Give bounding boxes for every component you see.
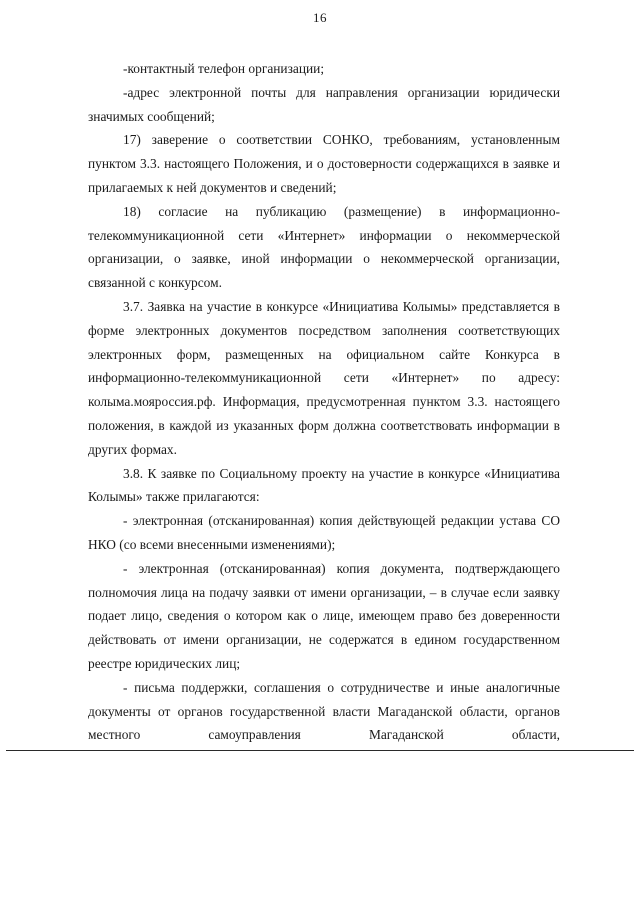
paragraph-email-address: -адрес электронной почты для направления организации юридически значимых сообщений; [88,84,560,124]
document-body [88,57,560,747]
paragraph-contact-phone: -контактный телефон организации; [123,61,325,76]
paragraph-support-letters: - письма поддержки, соглашения о сотрудничестве и иные аналогичные документы от органов государственной власти Магаданской области, органов местного самоуправления Магаданской области, [88,679,560,743]
paragraph-item-18: 18) согласие на публикацию (размещение) в информационно-телекоммуникационной сети «Интернет» информации о некоммерческой организации, о заявке, иной информации о некоммерческой организации, связанной с конкурсом. [88,203,560,291]
page-number: 16 [313,10,327,25]
paragraph-authority-copy: - электронная (отсканированная) копия документа, подтверждающего полномочия лица на подачу заявки от имени организации, – в случае если заявку подает лицо, сведения о котором как о лице, имеющем право без доверенности действовать от имени организации, не содержатся в едином государственном реестре юридических лиц; [88,560,560,671]
paragraph-section-3-8: 3.8. К заявке по Социальному проекту на участие в конкурсе «Инициатива Колымы» также прилагаются: [88,465,560,505]
paragraph-section-3-7: 3.7. Заявка на участие в конкурсе «Инициатива Колымы» представляется в форме электронных документов посредством заполнения соответствующих электронных форм, размещенных на официальном сайте Конкурса в информационно-телекоммуникационной сети «Интернет» по адресу: колыма.мояроссия.рф. Информация, предусмотренная пунктом 3.3. настоящего положения, в каждой из указанных форм должна соответствовать информации в других формах. [88,298,560,457]
footer-divider [6,750,634,751]
paragraph-item-17: 17) заверение о соответствии СОНКО, требованиям, установленным пунктом 3.3. настоящего Положения, и о достоверности содержащихся в заявке и прилагаемых к ней документов и сведений; [88,132,560,195]
paragraph-charter-copy: - электронная (отсканированная) копия действующей редакции устава СО НКО (со всеми внесенными изменениями); [88,513,560,552]
